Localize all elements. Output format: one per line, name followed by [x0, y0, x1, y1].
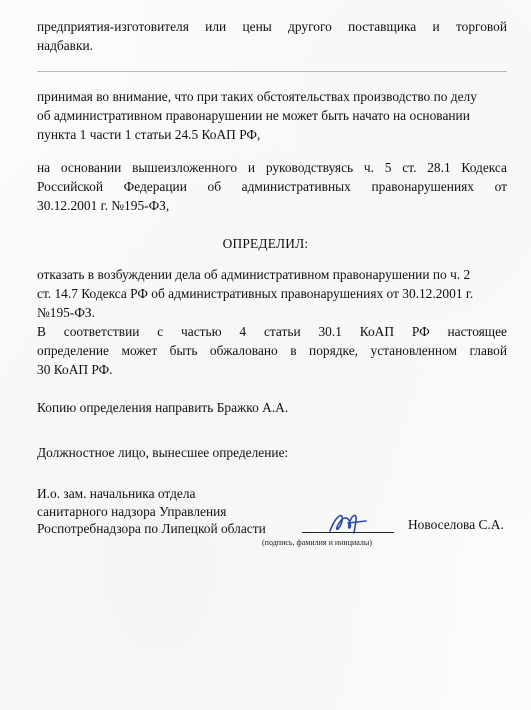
- considering-line-3: пункта 1 части 1 статьи 24.5 КоАП РФ,: [37, 127, 261, 142]
- appeal-line-3: 30 КоАП РФ.: [37, 362, 113, 377]
- signature-line: [302, 532, 394, 533]
- signatory-line-2: санитарного надзора Управления: [37, 503, 227, 519]
- appeal-line-2: определение может быть обжаловано в порядке, установленном главой: [37, 343, 507, 358]
- signatory-block: [37, 485, 266, 538]
- divider-line: [37, 71, 507, 72]
- intro-line-2: надбавки.: [37, 38, 94, 53]
- basis-paragraph: [37, 158, 507, 215]
- decision-heading: ОПРЕДЕЛИЛ:: [222, 236, 309, 251]
- signatory-line-3: Роспотребнадзора по Липецкой области: [37, 521, 266, 536]
- copy-instruction: Копию определения направить Бражко А.А.: [37, 400, 289, 415]
- basis-line-3: 30.12.2001 г. №195-ФЗ,: [37, 198, 170, 213]
- signature-caption: (подпись, фамилия и инициалы): [262, 538, 372, 547]
- basis-line-1: на основании вышеизложенного и руководствуясь ч. 5 ст. 28.1 Кодекса: [37, 160, 507, 175]
- signatory-line-1: И.о. зам. начальника отдела: [37, 486, 196, 501]
- refuse-line-3: №195-ФЗ.: [37, 305, 95, 320]
- refuse-paragraph: [37, 265, 507, 322]
- appeal-line-1: В соответствии с частью 4 статьи 30.1 КоАП РФ настоящее: [37, 324, 507, 339]
- refuse-line-2: ст. 14.7 Кодекса РФ об административных правонарушениях от 30.12.2001 г.: [37, 286, 474, 301]
- appeal-paragraph: [37, 322, 507, 379]
- considering-line-1: принимая во внимание, что при таких обстоятельствах производство по делу: [37, 89, 477, 104]
- intro-line-1: предприятия-изготовителя или цены другого поставщика и торговой: [37, 19, 507, 34]
- refuse-line-1: отказать в возбуждении дела об административном правонарушении по ч. 2: [37, 267, 471, 282]
- intro-paragraph: [37, 17, 507, 55]
- signatory-name: Новоселова С.А.: [408, 517, 504, 532]
- considering-line-2: об административном правонарушении не может быть начато на основании: [37, 108, 470, 123]
- basis-line-2: Российской Федерации об административных правонарушениях от: [37, 179, 507, 194]
- considering-paragraph: [37, 87, 507, 144]
- official-label: Должностное лицо, вынесшее определение:: [37, 445, 289, 460]
